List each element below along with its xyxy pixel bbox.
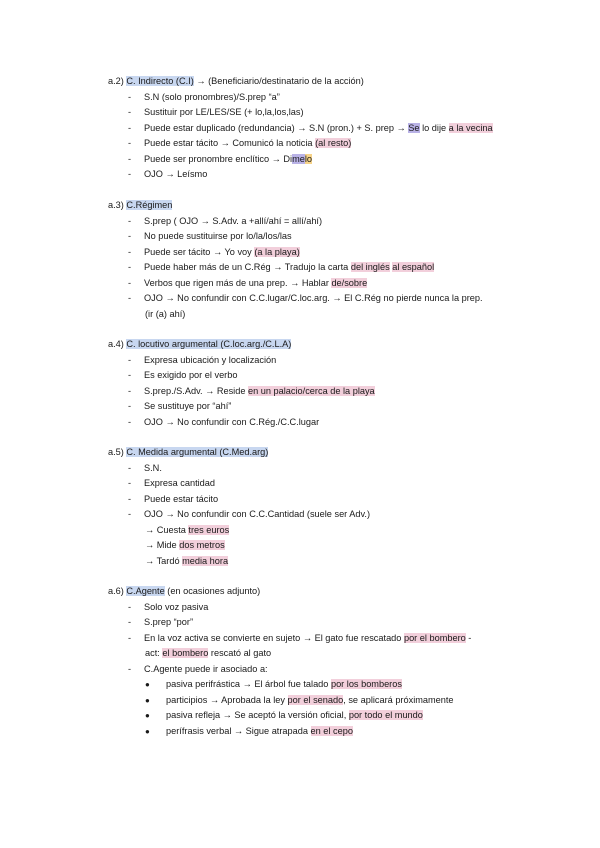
list-item-text	[144, 214, 322, 230]
dash-marker: -	[128, 262, 132, 272]
list-item-text	[144, 368, 237, 384]
dash-marker: -	[128, 215, 132, 226]
text-run: pasiva refleja → Se aceptó la versión oficial,	[166, 710, 349, 720]
dash-marker: -	[128, 416, 132, 427]
text-run: Es exigido por el verbo	[144, 370, 238, 380]
dash-marker: -	[128, 293, 132, 303]
highlighted-text: al español	[392, 262, 435, 272]
highlighted-text: dos metros	[179, 540, 225, 550]
list-item-text	[144, 105, 304, 121]
highlighted-text: en un palacio/cerca de la playa	[248, 385, 375, 396]
text-run: S.prep “por”	[144, 617, 194, 627]
dash-marker: -	[128, 632, 132, 643]
highlighted-text: en el cepo	[310, 725, 353, 736]
highlighted-text: (a la playa)	[254, 246, 300, 257]
bullet-item-text	[166, 708, 423, 724]
text-run: → Mide	[145, 540, 180, 550]
text-run: OJO → No confundir con C.C.Cantidad (suele ser Adv.)	[144, 509, 371, 519]
text-run: Solo voz pasiva	[144, 601, 209, 612]
highlighted-text: a la vecina	[448, 122, 493, 133]
continuation-line	[145, 523, 229, 539]
text-run: S.N (solo pronombres)/S.prep “a”	[144, 91, 280, 102]
dash-marker: -	[128, 663, 132, 674]
list-item-text	[144, 461, 162, 477]
text-run: pasiva perifrástica → El árbol fue talado	[166, 679, 331, 689]
highlighted-text: me	[292, 153, 305, 164]
highlighted-text: el bombero	[162, 648, 209, 658]
dash-marker: -	[128, 462, 132, 473]
list-item-text	[144, 90, 280, 106]
dash-marker: -	[128, 169, 132, 179]
text-run: → Tardó	[145, 555, 183, 566]
text-run: Expresa cantidad	[144, 478, 215, 488]
text-run: Puede estar tácito	[144, 493, 219, 504]
text-run: S.N.	[144, 462, 162, 473]
list-item-text	[144, 631, 471, 647]
text-run: En la voz activa se convierte en sujeto → El gato fue rescatado	[144, 632, 404, 643]
heading-prefix: a.6)	[108, 586, 127, 596]
heading-prefix: a.3)	[108, 200, 127, 210]
dash-marker: -	[128, 509, 132, 519]
bullet-marker: ●	[145, 711, 150, 720]
list-item-text	[144, 600, 208, 616]
highlighted-text: (al resto)	[315, 138, 352, 148]
dash-marker: -	[128, 122, 132, 133]
text-run: , se aplicará próximamente	[343, 694, 454, 705]
bullet-item-text	[166, 693, 454, 709]
section-heading	[108, 198, 172, 214]
heading-title: C. Medida argumental (C.Med.arg)	[126, 447, 269, 457]
dash-marker: -	[128, 401, 132, 411]
continuation-line	[145, 307, 185, 323]
list-item-text	[144, 121, 493, 137]
list-item-text	[144, 492, 218, 508]
highlighted-text: lo	[304, 153, 313, 164]
highlighted-text: Se	[408, 122, 420, 133]
list-item-text	[144, 507, 370, 523]
bullet-marker: ●	[145, 695, 150, 705]
text-run: No puede sustituirse por lo/la/los/las	[144, 231, 292, 241]
list-item-text	[144, 276, 367, 292]
bullet-marker: ●	[145, 726, 150, 736]
dash-marker: -	[128, 370, 132, 380]
list-item-text	[144, 245, 300, 261]
list-item-text	[144, 415, 319, 431]
list-item-text	[144, 260, 434, 276]
highlighted-text: de/sobre	[331, 277, 368, 288]
heading-prefix: a.4)	[108, 339, 127, 349]
list-item-text	[144, 136, 351, 152]
dash-marker: -	[128, 107, 132, 117]
list-item-text	[144, 167, 207, 183]
continuation-line	[145, 538, 225, 554]
text-run: act:	[145, 648, 163, 658]
text-run: rescató al gato	[208, 648, 272, 658]
bullet-marker: ●	[145, 680, 150, 689]
list-item-text	[144, 152, 312, 168]
text-run: participios → Aprobada la ley	[166, 694, 288, 705]
text-run: Verbos que rigen más de una prep. → Hablar	[144, 277, 332, 288]
dash-marker: -	[128, 153, 132, 164]
list-item-text	[144, 291, 483, 307]
list-item-text	[144, 229, 292, 245]
continuation-line	[145, 554, 228, 570]
text-run: S.prep ( OJO → S.Adv. a +allí/ahí = allí/ahí)	[144, 215, 323, 226]
heading-prefix: a.5)	[108, 447, 127, 457]
section-heading	[108, 74, 364, 90]
list-item-text	[144, 384, 375, 400]
text-run: C.Agente puede ir asociado a:	[144, 663, 268, 674]
heading-rest: (en ocasiones adjunto)	[164, 586, 261, 596]
list-item-text	[144, 476, 215, 492]
text-run: Puede estar duplicado (redundancia) → S.N (pron.) + S. prep →	[144, 122, 409, 133]
text-run: OJO → Leísmo	[144, 169, 208, 179]
highlighted-text: por el bombero	[403, 632, 466, 643]
highlighted-text: por todo el mundo	[348, 710, 423, 720]
heading-prefix: a.2)	[108, 76, 127, 86]
dash-marker: -	[128, 478, 132, 488]
text-run: Sustituir por LE/LES/SE (+ lo,la,los,las)	[144, 107, 304, 117]
dash-marker: -	[128, 493, 132, 504]
text-run: perífrasis verbal → Sigue atrapada	[166, 725, 311, 736]
heading-title: C. Indirecto (C.I)	[126, 76, 194, 86]
list-item-text	[144, 353, 276, 369]
text-run: OJO → No confundir con C.C.lugar/C.loc.arg. → El C.Rég no pierde nunca la prep.	[144, 293, 483, 303]
text-run: Puede estar tácito → Comunicó la noticia	[144, 138, 316, 148]
heading-title: C.Régimen	[126, 200, 173, 210]
highlighted-text: del inglés	[350, 262, 390, 272]
heading-rest: → (Beneficiario/destinatario de la acción)	[193, 76, 364, 86]
bullet-item-text	[166, 677, 402, 693]
section-heading	[108, 584, 260, 600]
dash-marker: -	[128, 277, 132, 288]
text-run: → Cuesta	[145, 524, 189, 535]
list-item-text	[144, 399, 231, 415]
text-run: OJO → No confundir con C.Rég./C.C.lugar	[144, 416, 320, 427]
highlighted-text: tres euros	[188, 524, 230, 535]
continuation-line	[145, 646, 271, 662]
heading-title: C.Agente	[126, 586, 165, 596]
list-item-text	[144, 615, 193, 631]
text-run: Puede haber más de un C.Rég → Tradujo la carta	[144, 262, 351, 272]
dash-marker: -	[128, 385, 132, 396]
text-run: Se sustituye por “ahí”	[144, 401, 232, 411]
highlighted-text: por los bomberos	[330, 679, 402, 689]
text-run: (ir (a) ahí)	[145, 308, 186, 319]
section-heading	[108, 337, 291, 353]
dash-marker: -	[128, 601, 132, 612]
text-run: Puede ser pronombre enclítico → Di	[144, 153, 293, 164]
text-run: S.prep./S.Adv. → Reside	[144, 385, 248, 396]
dash-marker: -	[128, 231, 132, 241]
list-item-text	[144, 662, 268, 678]
section-heading	[108, 445, 268, 461]
dash-marker: -	[128, 617, 132, 627]
text-run: lo dije	[419, 122, 449, 133]
highlighted-text: media hora	[182, 555, 229, 566]
text-run: -	[465, 632, 472, 643]
dash-marker: -	[128, 138, 132, 148]
text-run: Puede ser tácito → Yo voy	[144, 246, 255, 257]
dash-marker: -	[128, 354, 132, 365]
heading-title: C. locutivo argumental (C.loc.arg./C.L.A)	[126, 339, 292, 349]
dash-marker: -	[128, 246, 132, 257]
dash-marker: -	[128, 91, 132, 102]
bullet-item-text	[166, 724, 353, 740]
text-run: Expresa ubicación y localización	[144, 354, 277, 365]
highlighted-text: por el senado	[287, 694, 344, 705]
